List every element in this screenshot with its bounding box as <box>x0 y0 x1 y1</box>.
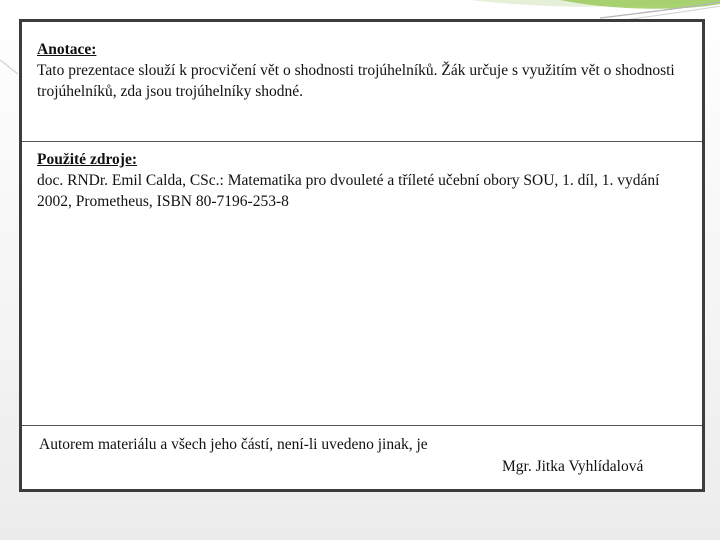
info-table <box>19 19 705 492</box>
sources-section <box>22 142 702 426</box>
sources-heading: Použité zdroje: <box>37 151 137 168</box>
sources-text: doc. RNDr. Emil Calda, CSc.: Matematika pro dvouleté a tříleté učební obory SOU, 1. díl, 1. vydání 2002, Prometheus, ISBN 80-7196-253-8 <box>37 172 660 210</box>
author-statement: Autorem materiálu a všech jeho částí, není-li uvedeno jinak, je <box>39 436 428 453</box>
annotation-text: Tato prezentace slouží k procvičení vět o shodnosti trojúhelníků. Žák určuje s využitím vět o shodnosti trojúhelníků, zda jsou trojúhelníky shodné. <box>37 62 675 100</box>
author-section <box>22 426 702 489</box>
author-name: Mgr. Jitka Vyhlídalová <box>502 458 644 475</box>
annotation-section <box>22 22 702 142</box>
annotation-heading: Anotace: <box>37 41 97 58</box>
